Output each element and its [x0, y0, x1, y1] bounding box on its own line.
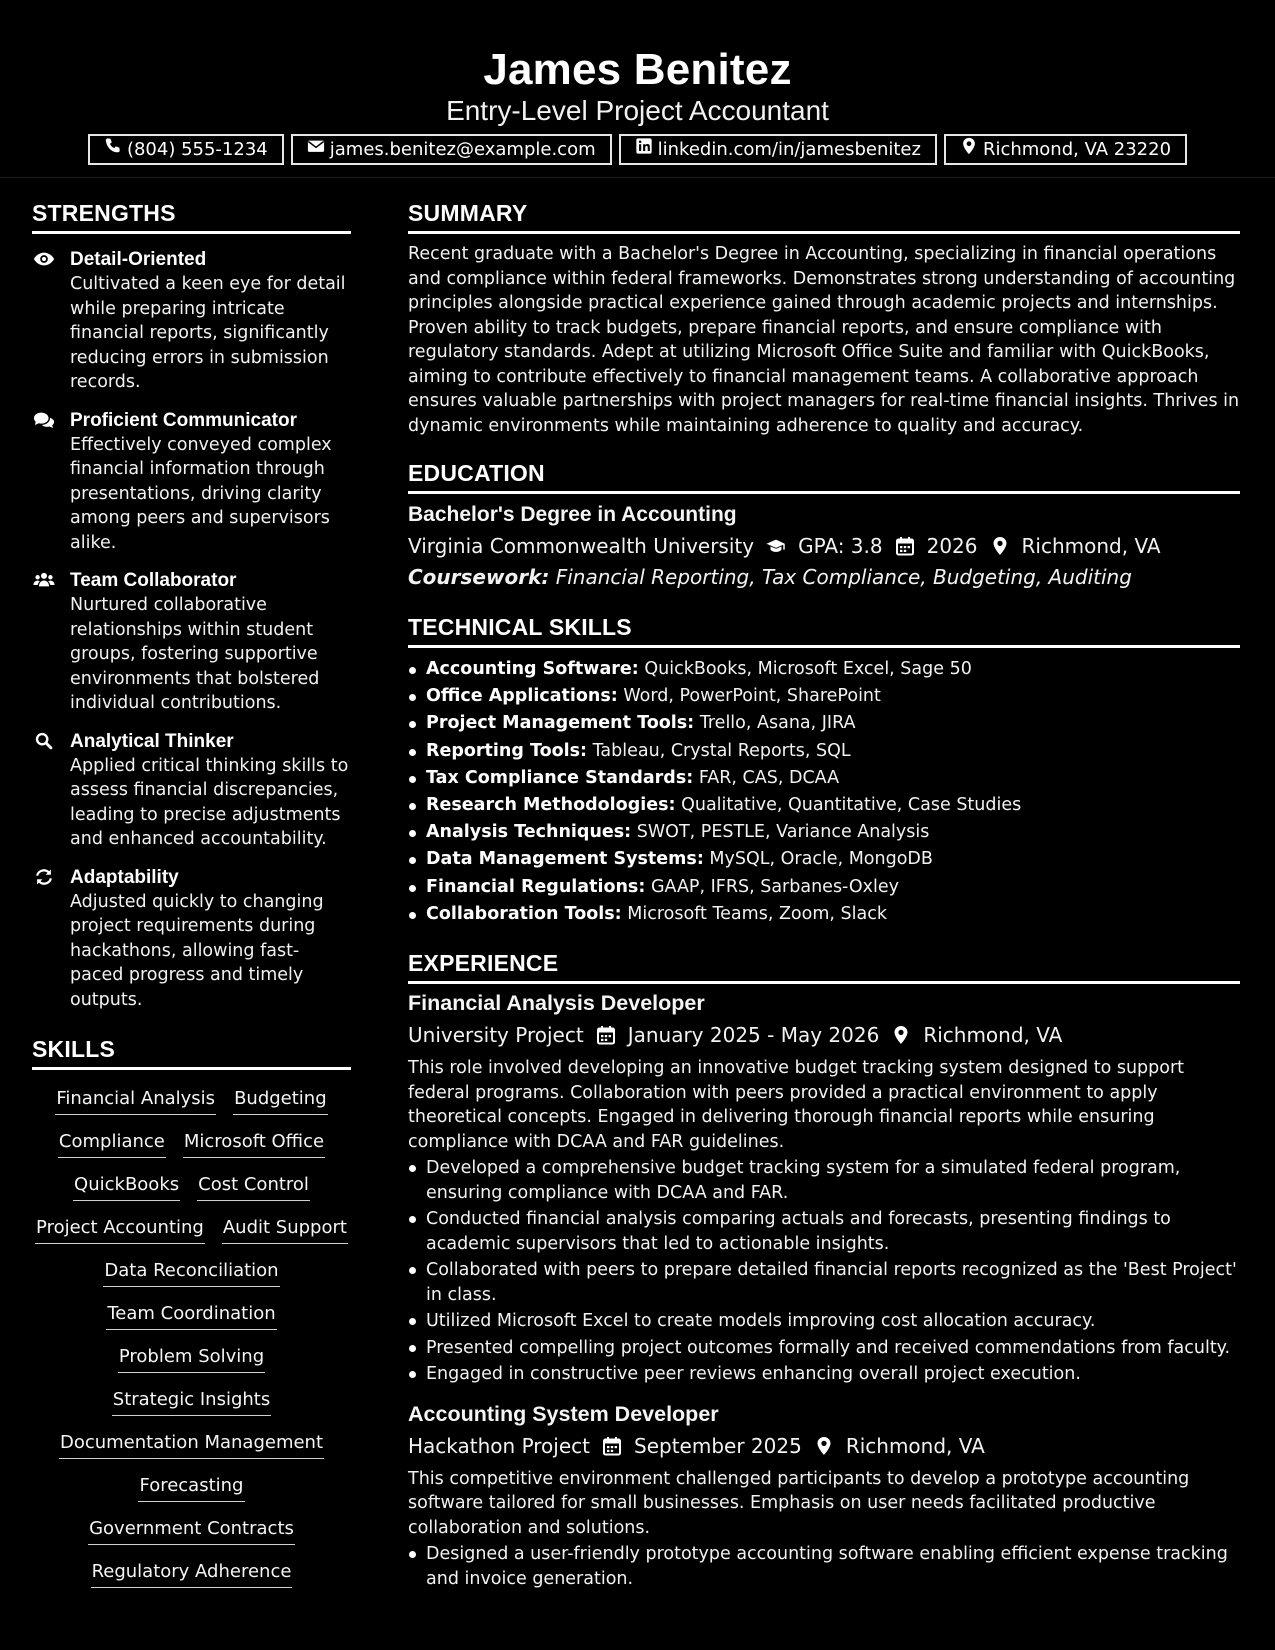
- skill-values: Tableau, Crystal Reports, SQL: [592, 740, 851, 761]
- skill-tag: Cost Control: [197, 1172, 310, 1201]
- sync-icon: [32, 866, 56, 888]
- strength-item: [32, 568, 351, 716]
- contact-email[interactable]: [291, 134, 612, 165]
- skill-tag: Microsoft Office: [183, 1129, 325, 1158]
- coursework-list: Financial Reporting, Tax Compliance, Budgeting, Auditing: [555, 565, 1132, 589]
- skill-values: Microsoft Teams, Zoom, Slack: [627, 903, 887, 924]
- gpa: GPA: 3.8: [798, 534, 883, 558]
- contact-phone[interactable]: [88, 134, 284, 165]
- education-heading: EDUCATION: [408, 458, 1240, 494]
- calendar-icon: [596, 1025, 616, 1045]
- map-marker-icon: [990, 536, 1010, 556]
- technical-skills-section: [408, 612, 1240, 928]
- technical-skills-heading: TECHNICAL SKILLS: [408, 612, 1240, 648]
- list-item: [408, 683, 1240, 710]
- users-icon: [32, 569, 56, 591]
- strength-desc: Applied critical thinking skills to assess financial discrepancies, leading to precise adjustments and enhanced accountability.: [70, 755, 349, 849]
- list-item: Collaborated with peers to prepare detailed financial reports recognized as the 'Best Project' in class.: [408, 1258, 1240, 1307]
- contact-bar: [0, 134, 1275, 165]
- job-title: Accounting System Developer: [408, 1401, 719, 1426]
- list-item: [408, 846, 1240, 873]
- summary-heading: SUMMARY: [408, 198, 1240, 234]
- skill-values: GAAP, IFRS, Sarbanes-Oxley: [650, 876, 899, 897]
- job-location: Richmond, VA: [845, 1433, 985, 1458]
- strength-item: [32, 865, 351, 1013]
- school-name: Virginia Commonwealth University: [408, 534, 755, 558]
- contact-email-text: james.benitez@example.com: [329, 139, 596, 160]
- job-location: Richmond, VA: [923, 1023, 1063, 1048]
- candidate-name: James Benitez: [483, 45, 792, 94]
- experience-heading: EXPERIENCE: [408, 948, 1240, 984]
- job-meta: [408, 1431, 1240, 1461]
- strengths-heading: STRENGTHS: [32, 198, 351, 234]
- skill-category: Project Management Tools:: [426, 713, 695, 734]
- list-item: Conducted financial analysis comparing actuals and forecasts, presenting findings to academic supervisors that led to actionable insights.: [408, 1207, 1240, 1256]
- right-column: [408, 178, 1240, 1591]
- skill-tag: Audit Support: [222, 1215, 348, 1244]
- list-item: [408, 710, 1240, 737]
- list-item: [408, 765, 1240, 792]
- search-icon: [32, 730, 56, 752]
- strength-title: Team Collaborator: [70, 570, 237, 591]
- skill-category: Reporting Tools:: [426, 740, 588, 761]
- job-description: This role involved developing an innovative budget tracking system designed to support federal programs. Collaboration with peers provided a practical environment to apply theoretical concepts. Engaged in delivering thorough financial reports while ensuring compliance with DCAA and FAR guidelines.: [408, 1058, 1185, 1152]
- left-column: [32, 178, 351, 1588]
- education-location: Richmond, VA: [1021, 534, 1161, 558]
- skill-category: Financial Regulations:: [426, 876, 646, 897]
- skill-tag-list: [32, 1086, 351, 1588]
- job-dates: January 2025 - May 2026: [627, 1023, 880, 1048]
- contact-linkedin[interactable]: [619, 134, 937, 165]
- skill-tag: Forecasting: [138, 1473, 244, 1502]
- strength-item: [32, 247, 351, 395]
- calendar-icon: [602, 1436, 622, 1456]
- job-bullets: [408, 1542, 1240, 1591]
- skill-tag: Strategic Insights: [112, 1387, 271, 1416]
- contact-location-text: Richmond, VA 23220: [982, 139, 1172, 160]
- skill-values: Trello, Asana, JIRA: [699, 713, 856, 734]
- list-item: [408, 901, 1240, 928]
- skill-tag: Regulatory Adherence: [91, 1559, 293, 1588]
- map-marker-icon: [960, 136, 978, 163]
- strength-title: Analytical Thinker: [70, 730, 234, 752]
- contact-location: [944, 134, 1187, 165]
- skill-tag: Government Contracts: [88, 1516, 295, 1545]
- strength-desc: Effectively conveyed complex financial information through presentations, driving clarity among peers and supervisors alike.: [70, 434, 332, 553]
- job-bullets: [408, 1156, 1240, 1387]
- resume-header: [0, 0, 1275, 178]
- experience-section: [408, 948, 1240, 1591]
- education-section: [408, 458, 1240, 592]
- candidate-title: Entry-Level Project Accountant: [446, 95, 829, 126]
- education-meta: [408, 531, 1240, 561]
- strength-desc: Adjusted quickly to changing project requirements during hackathons, allowing fast-paced progress and timely outputs.: [70, 891, 324, 1010]
- experience-entry: [408, 1399, 1240, 1592]
- skill-category: Collaboration Tools:: [426, 903, 622, 924]
- summary-text: Recent graduate with a Bachelor's Degree in Accounting, specializing in financial operations and compliance within federal frameworks. Demonstrates strong understanding of accounting principles alongside practical experience gained through academic projects and internships. Proven ability to track budgets, prepare financial reports, and ensure compliance with regulatory standards. Adept at utilizing Microsoft Office Suite and familiar with QuickBooks, aiming to contribute effectively to financial management teams. A collaborative approach ensures valuable partnerships with project managers for real-time financial insights. Thrives in dynamic environments while maintaining adherence to quality and accuracy.: [408, 244, 1240, 436]
- skill-tag: Problem Solving: [118, 1344, 265, 1373]
- list-item: Designed a user-friendly prototype accounting software enabling efficient expense tracking and invoice generation.: [408, 1542, 1240, 1591]
- job-description: This competitive environment challenged participants to develop a prototype accounting software tailored for small businesses. Emphasis on user needs facilitated productive collaboration and solutions.: [408, 1468, 1190, 1538]
- skill-values: Word, PowerPoint, SharePoint: [623, 686, 881, 707]
- list-item: Engaged in constructive peer reviews enhancing overall project execution.: [408, 1362, 1240, 1387]
- eye-icon: [32, 248, 56, 270]
- job-title: Financial Analysis Developer: [408, 991, 705, 1016]
- strength-desc: Cultivated a keen eye for detail while preparing intricate financial reports, significantly reducing errors in submission records.: [70, 274, 346, 392]
- skill-values: SWOT, PESTLE, Variance Analysis: [636, 822, 930, 843]
- strength-title: Adaptability: [70, 866, 179, 888]
- list-item: [408, 819, 1240, 846]
- skill-tag: Budgeting: [233, 1086, 328, 1115]
- map-marker-icon: [814, 1436, 834, 1456]
- graduation-year: 2026: [926, 534, 978, 558]
- list-item: [408, 656, 1240, 683]
- coursework-line: [408, 562, 1240, 592]
- job-org: Hackathon Project: [408, 1433, 590, 1458]
- skill-tag: QuickBooks: [73, 1172, 180, 1201]
- skill-values: MySQL, Oracle, MongoDB: [709, 849, 933, 870]
- list-item: Presented compelling project outcomes formally and received commendations from faculty.: [408, 1336, 1240, 1361]
- strength-item: [32, 729, 351, 852]
- calendar-icon: [895, 536, 915, 556]
- envelope-icon: [307, 136, 325, 163]
- contact-phone-text: (804) 555-1234: [126, 139, 268, 160]
- job-meta: [408, 1020, 1240, 1050]
- skill-tag: Compliance: [58, 1129, 166, 1158]
- skill-tag: Financial Analysis: [55, 1086, 216, 1115]
- list-item: [408, 792, 1240, 819]
- map-marker-icon: [891, 1025, 911, 1045]
- skill-category: Data Management Systems:: [426, 849, 704, 870]
- list-item: [408, 874, 1240, 901]
- strength-desc: Nurtured collaborative relationships within student groups, fostering supportive environments that bolstered individual contributions.: [70, 595, 320, 713]
- skills-heading: SKILLS: [32, 1034, 351, 1070]
- strength-title: Detail-Oriented: [70, 249, 207, 270]
- skill-tag: Team Coordination: [106, 1301, 276, 1330]
- experience-entry: [408, 988, 1240, 1387]
- strength-title: Proficient Communicator: [70, 409, 297, 431]
- skill-category: Office Applications:: [426, 686, 618, 707]
- contact-linkedin-text: linkedin.com/in/jamesbenitez: [657, 139, 921, 160]
- skill-category: Research Methodologies:: [426, 795, 676, 816]
- phone-icon: [104, 136, 122, 163]
- comments-icon: [32, 409, 56, 431]
- skill-values: QuickBooks, Microsoft Excel, Sage 50: [644, 659, 972, 679]
- list-item: Developed a comprehensive budget tracking system for a simulated federal program, ensuring compliance with DCAA and FAR.: [408, 1156, 1240, 1205]
- technical-skills-list: [408, 656, 1240, 928]
- skill-tag: Data Reconciliation: [103, 1258, 279, 1287]
- coursework-label: Coursework:: [408, 565, 550, 589]
- job-dates: September 2025: [634, 1433, 802, 1458]
- list-item: Utilized Microsoft Excel to create models improving cost allocation accuracy.: [408, 1309, 1240, 1334]
- job-org: University Project: [408, 1023, 584, 1048]
- summary-section: [408, 198, 1240, 438]
- graduation-cap-icon: [766, 536, 786, 556]
- skill-values: FAR, CAS, DCAA: [698, 767, 840, 788]
- skill-category: Tax Compliance Standards:: [426, 767, 694, 788]
- skill-category: Accounting Software:: [426, 659, 639, 679]
- linkedin-icon: [635, 136, 653, 163]
- skill-tag: Project Accounting: [35, 1215, 205, 1244]
- skill-category: Analysis Techniques:: [426, 822, 632, 843]
- list-item: [408, 738, 1240, 765]
- strength-item: [32, 408, 351, 556]
- degree-title: Bachelor's Degree in Accounting: [408, 503, 737, 526]
- skill-tag: Documentation Management: [59, 1430, 324, 1459]
- skill-values: Qualitative, Quantitative, Case Studies: [681, 795, 1022, 816]
